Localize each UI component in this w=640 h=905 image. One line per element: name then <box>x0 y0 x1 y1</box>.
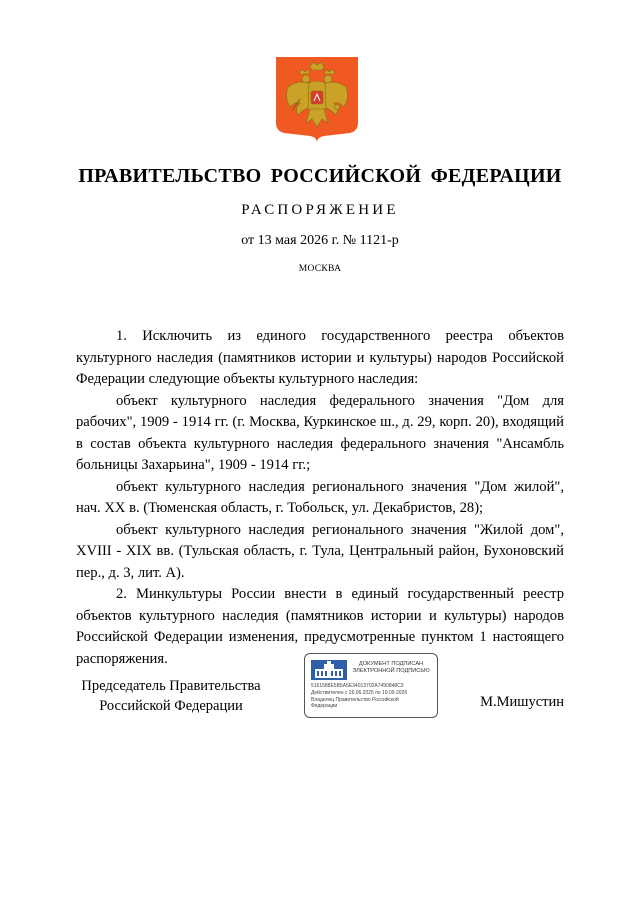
signatory-position-line-2: Российской Федерации <box>99 697 243 714</box>
stamp-title <box>347 661 435 675</box>
signatory-position <box>76 677 266 716</box>
paragraph-object-2: объект культурного наследия регионального значения "Дом жилой", нач. XX в. (Тюменская область, г. Тобольск, ул. Декабристов, 28); <box>76 478 564 516</box>
electronic-signature-stamp <box>304 653 438 718</box>
document-type: РАСПОРЯЖЕНИЕ <box>241 202 399 218</box>
stamp-title-line-2: ЭЛЕКТРОННОЙ ПОДПИСЬЮ <box>352 668 430 674</box>
document-body <box>76 326 564 670</box>
paragraph-object-3: объект культурного наследия регионального значения "Жилой дом", XVIII - XIX вв. (Тульская область, г. Тула, Центральный район, Бухоновский пер., д. 3, лит. А). <box>76 521 564 581</box>
paragraph-item-2: 2. Минкультуры России внести в единый государственный реестр объектов культурного наследия (памятников истории и культуры) народов Российской Федерации изменения, предусмотренные пунктом 1 настоящего распоряжения. <box>76 586 564 667</box>
signatory-position-line-1: Председатель Правительства <box>81 678 261 694</box>
document-date-number: от 13 мая 2026 г. № 1121-р <box>241 233 399 248</box>
government-title: ПРАВИТЕЛЬСТВО РОССИЙСКОЙ ФЕДЕРАЦИИ <box>78 165 562 187</box>
stamp-details <box>311 683 435 710</box>
signatory-name: М.Мишустин <box>480 694 564 710</box>
document-city: МОСКВА <box>298 264 342 274</box>
government-building-icon <box>311 660 347 680</box>
stamp-title-line-1: ДОКУМЕНТ ПОДПИСАН <box>358 661 424 667</box>
stamp-owner-line-1: Владелец Правительство Российской <box>311 696 399 703</box>
stamp-serial: 5161588E5B5A5E34013702A7490848C3 <box>311 683 404 689</box>
paragraph-object-1: объект культурного наследия федерального значения "Дом для рабочих", 1909 - 1914 гг. (г. Москва, Куркинское ш., д. 29, корп. 20), входящий в состав объекта культурного наследия федерального значения "Ансамбль больницы Захарьина", 1909 - 1914 гг.; <box>76 392 564 473</box>
stamp-validity: Действителен с 26.06.2025 по 19.09.2026 <box>311 689 408 696</box>
stamp-owner-line-2: Федерации <box>311 703 338 710</box>
paragraph-item-1: 1. Исключить из единого государственного реестра объектов культурного наследия (памятников истории и культуры) народов Российской Федерации следующие объекты культурного наследия: <box>76 328 564 387</box>
coat-of-arms-icon <box>276 57 358 143</box>
